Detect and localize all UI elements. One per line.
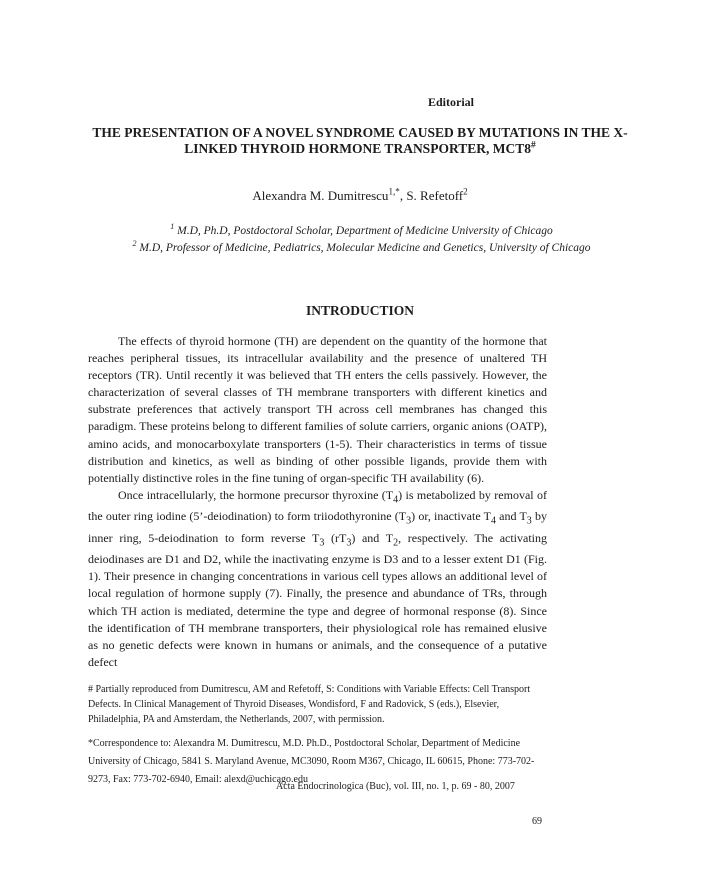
author-affiliation-mark: 1,* (388, 186, 400, 197)
page-number: 69 (532, 816, 542, 827)
title-footnote-mark: # (530, 140, 536, 151)
correspondence-note: *Correspondence to: Alexandra M. Dumitrescu, M.D. Ph.D., Postdoctoral Scholar, Department of Medicine University of Chicago, 5841 S. Maryland Avenue, MC3090, Room M367, Chicago, IL 60615, Phone: 773-702-9273, Fax: 773-702-6940, Email: alexd@uchicago.edu (88, 738, 535, 785)
title-text: THE PRESENTATION OF A NOVEL SYNDROME CAUSED BY MUTATIONS IN THE X-LINKED THYROID HORMONE TRANSPORTER, MCT8 (92, 125, 628, 156)
affiliation (84, 240, 639, 257)
article-title (90, 125, 630, 157)
author-line (90, 188, 630, 204)
author-name: S. Refetoff (406, 188, 464, 203)
affiliation-number: 2 (132, 239, 137, 249)
author-name: Alexandra M. Dumitrescu (252, 188, 389, 203)
journal-reference: Acta Endocrinologica (Buc), vol. III, no. 1, p. 69 - 80, 2007 (276, 781, 515, 792)
paragraph: The effects of thyroid hormone (TH) are dependent on the quantity of the hormone that reaches peripheral tissues, its intracellular availability and the presence of unaltered TH receptors (TR). Until recently it was believed that TH enters the cells passively. However, the characterization of several classes of TH membrane transporters with different kinetics and substrate preferences that actively transport TH across cell membranes has changed this paradigm. These proteins belong to different families of solute carriers, organic anions (OATP), amino acids, and monocarboxylate transporters (1-5). Their characteristics in terms of tissue distribution and kinetics, as well as binding of other possible ligands, provide them with potentially distinctive roles in the fine tuning of organ-specific TH availability (6). (88, 334, 547, 485)
affiliations (84, 223, 639, 257)
author-affiliation-mark: 2 (463, 186, 468, 197)
affiliation-text: M.D, Ph.D, Postdoctoral Scholar, Department of Medicine University of Chicago (177, 225, 553, 237)
section-label: Editorial (427, 95, 474, 109)
paragraph: Once intracellularly, the hormone precursor thyroxine $(T_4)$ is metabolized by removal of the outer ring iodine (5’-deiodination) to form triiodothyronine $(T_3)$ or, inactivate $T_4$ and $T_3$ by inner ring, 5-deiodination to form reverse $T_3$ $(rT_3)$ and $T_2$, respectively. The activating deiodinases are D1 and D2, while the inactivating enzyme is D3 and to a lesser extent D1 (Fig. 1). Their presence in changing concentrations in various cell types allows an additional level of local regulation of hormone supply (7). Finally, the presence and abundance of TRs, through which TH action is mediated, determine the type and degree of hormonal response (8). Since the identification of TH membrane transporters, their physiological role has remained elusive as no genetic defects were known in humans or animals, and the consequence of a putative defect (88, 487, 548, 669)
body-text (88, 333, 547, 671)
author-separator: , (399, 188, 407, 203)
affiliation-text: M.D, Professor of Medicine, Pediatrics, Molecular Medicine and Genetics, University of Chicago (139, 242, 591, 254)
section-heading: INTRODUCTION (305, 303, 414, 318)
affiliation (84, 223, 639, 240)
footnote: # Partially reproduced from Dumitrescu, AM and Refetoff, S: Conditions with Variable Effects: Cell Transport Defects. In Clinical Management of Thyroid Diseases, Wondisford, F and Radovick, S (eds.), Elsevier, Philadelphia, PA and Amsterdam, the Netherlands, 2007, with permission. (88, 684, 531, 725)
affiliation-number: 1 (170, 222, 175, 232)
